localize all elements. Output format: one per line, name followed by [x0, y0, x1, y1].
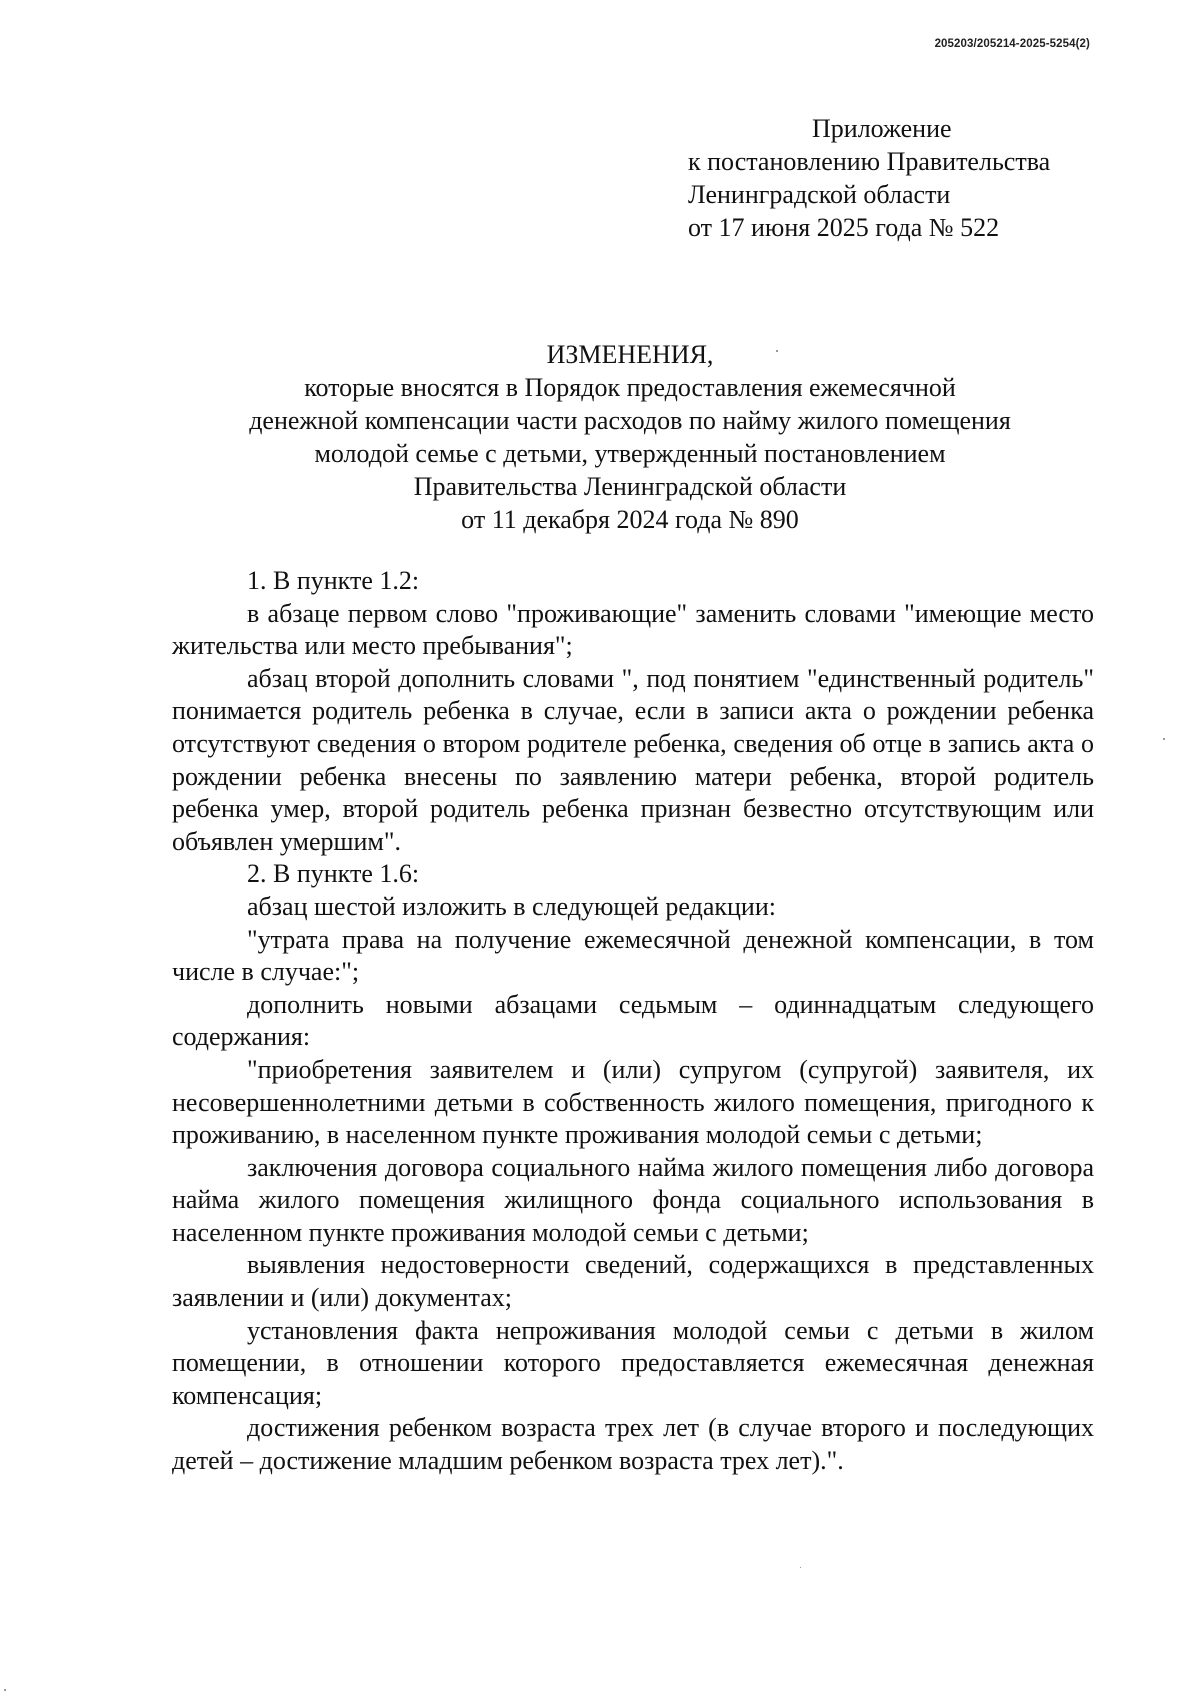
scan-speck — [4, 1689, 6, 1691]
body-paragraph: "приобретения заявителем и (или) супругом (супругой) заявителя, их несовершеннолетними детьми в собственность жилого помещения, пригодного к проживанию, в населенном пункте проживания молодой семьи с детьми; — [172, 1054, 1094, 1150]
title-line: молодой семье с детьми, утвержденный постановлением — [314, 439, 946, 468]
title-heading: ИЗМЕНЕНИЯ, — [546, 340, 714, 369]
body-paragraph: абзац шестой изложить в следующей редакции: — [247, 891, 776, 921]
scan-speck — [1163, 738, 1165, 740]
appendix-line: Ленинградской области — [688, 180, 951, 209]
body-paragraph: 1. В пункте 1.2: — [247, 566, 420, 595]
title-line: денежной компенсации части расходов по найму жилого помещения — [249, 406, 1011, 435]
title-line: которые вносятся в Порядок предоставления ежемесячной — [304, 373, 956, 402]
appendix-header — [688, 112, 1108, 244]
body-paragraph: заключения договора социального найма жилого помещения либо договора найма жилого помещения жилищного фонда социального использования в населенном пункте проживания молодой семьи с детьми; — [172, 1152, 1094, 1247]
appendix-line: Приложение — [812, 114, 952, 143]
appendix-line: от 17 июня 2025 года № 522 — [688, 213, 1000, 242]
scan-speck — [776, 350, 778, 352]
body-paragraph: в абзаце первом слово "проживающие" заменить словами "имеющие место жительства или место пребывания"; — [172, 598, 1094, 661]
document-title — [160, 338, 1100, 536]
body-paragraph: "утрата права на получение ежемесячной денежной компенсации, в том числе в случае:"; — [172, 924, 1094, 987]
body-paragraph: выявления недостоверности сведений, содержащихся в представленных заявлении и (или) документах; — [172, 1250, 1094, 1313]
document-body — [172, 565, 1094, 1478]
body-paragraph: достижения ребенком возраста трех лет (в случае второго и последующих детей – достижение младшим ребенком возраста трех лет).". — [172, 1413, 1094, 1476]
scan-speck — [800, 1567, 801, 1568]
body-paragraph: абзац второй дополнить словами ", под понятием "единственный родитель" понимается родитель ребенка в случае, если в записи акта о рождении ребенка отсутствуют сведения о втором родителе ребенка, сведения об отце в запись акта о рождении ребенка внесены по заявлению матери ребенка, второй родитель ребенка умер, второй родитель ребенка признан безвестно отсутствующим или объявлен умершим". — [172, 663, 1094, 856]
title-line: от 11 декабря 2024 года № 890 — [461, 505, 799, 534]
body-paragraph: 2. В пункте 1.6: — [247, 859, 420, 889]
document-id: 205203/205214-2025-5254(2) — [934, 38, 1090, 50]
body-paragraph: установления факта непроживания молодой семьи с детьми в жилом помещении, в отношении которого предоставляется ежемесячная денежная компенсация; — [172, 1315, 1094, 1410]
title-line: Правительства Ленинградской области — [413, 472, 847, 501]
appendix-line: к постановлению Правительства — [688, 147, 1051, 176]
body-paragraph: дополнить новыми абзацами седьмым – одиннадцатым следующего содержания: — [172, 989, 1094, 1052]
